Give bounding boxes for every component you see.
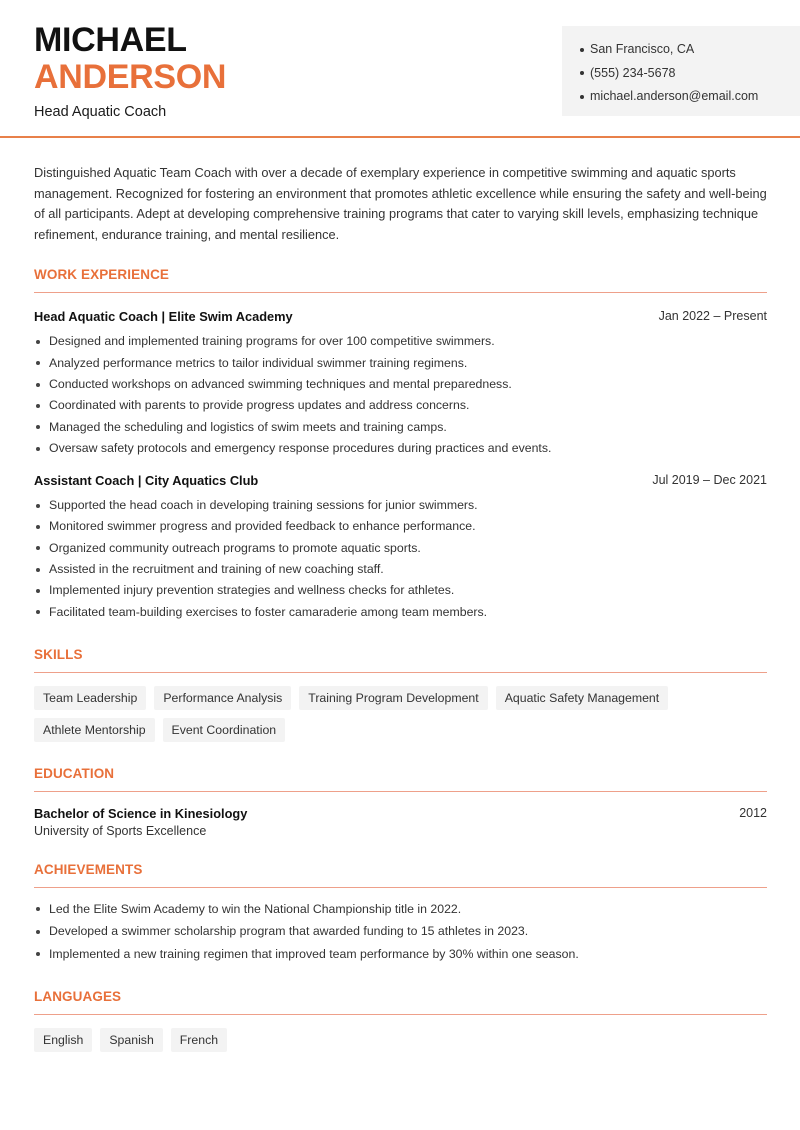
list-item xyxy=(34,395,767,416)
list-item xyxy=(34,438,767,459)
achievements-list xyxy=(34,898,767,966)
language-chip: Spanish xyxy=(100,1028,162,1052)
resume-header xyxy=(0,0,800,138)
bullet-text: Implemented injury prevention strategies and wellness checks for athletes. xyxy=(49,583,455,598)
list-item xyxy=(34,943,767,966)
bullet-icon xyxy=(36,525,40,529)
job-dates: Jan 2022 – Present xyxy=(658,309,767,324)
phone-text: (555) 234-5678 xyxy=(590,65,676,80)
summary: Distinguished Aquatic Team Coach with over a decade of exemplary experience in competitive swimming and aquatic sports management. Recognized for fostering an environment that promotes athletic excellence while ensuring the safety and well-being of all participants. Adept at developing comprehensive training programs that cater to varying skill levels, emphasizing technique refinement, endurance training, and mental resilience. xyxy=(34,165,767,242)
list-item xyxy=(34,331,767,352)
job-entry xyxy=(34,471,767,623)
job-role: Assistant Coach | City Aquatics Club xyxy=(34,472,259,488)
list-item xyxy=(34,580,767,601)
bullet-text: Oversaw safety protocols and emergency response procedures during practices and events. xyxy=(49,440,552,455)
location-text: San Francisco, CA xyxy=(590,42,695,56)
contact-location xyxy=(580,38,800,62)
list-item xyxy=(34,559,767,580)
contact-phone xyxy=(580,62,800,86)
bullet-icon xyxy=(36,425,40,429)
list-item xyxy=(34,516,767,537)
list-item xyxy=(34,495,767,516)
name-block xyxy=(34,22,226,120)
achievement-text: Implemented a new training regimen that improved team performance by 30% within one season. xyxy=(49,946,579,961)
job-bullets xyxy=(34,331,767,459)
bullet-icon xyxy=(36,568,40,572)
bullet-icon xyxy=(36,383,40,387)
bullet-icon xyxy=(36,340,40,344)
language-chip: French xyxy=(171,1028,227,1052)
job-entry xyxy=(34,307,767,459)
bullet-icon xyxy=(36,504,40,508)
bullet-text: Supported the head coach in developing training sessions for junior swimmers. xyxy=(49,498,478,513)
degree: Bachelor of Science in Kinesiology xyxy=(34,805,248,821)
section-title-skills: SKILLS xyxy=(34,647,767,673)
list-item xyxy=(34,920,767,943)
skill-chip: Performance Analysis xyxy=(154,686,291,710)
bullet-icon xyxy=(36,907,40,911)
bullet-icon xyxy=(580,48,584,52)
bullet-text: Organized community outreach programs to promote aquatic sports. xyxy=(49,540,421,555)
job-title: Head Aquatic Coach xyxy=(34,104,167,120)
section-title-work: WORK EXPERIENCE xyxy=(34,267,767,293)
bullet-icon xyxy=(36,447,40,451)
job-header xyxy=(34,471,767,489)
bullet-icon xyxy=(580,71,584,75)
list-item xyxy=(34,374,767,395)
job-header xyxy=(34,307,767,325)
achievement-text: Led the Elite Swim Academy to win the National Championship title in 2022. xyxy=(49,901,462,916)
bullet-icon xyxy=(36,404,40,408)
job-role: Head Aquatic Coach | Elite Swim Academy xyxy=(34,308,293,324)
bullet-icon xyxy=(36,930,40,934)
resume-body xyxy=(34,163,767,1052)
last-name: ANDERSON xyxy=(34,58,227,96)
languages-list xyxy=(34,1028,767,1052)
skill-chip: Team Leadership xyxy=(34,686,146,710)
bullet-icon xyxy=(36,546,40,550)
education-header xyxy=(34,806,767,821)
school: University of Sports Excellence xyxy=(34,823,207,838)
skill-chip: Training Program Development xyxy=(299,686,487,710)
bullet-icon xyxy=(36,952,40,956)
bullet-text: Assisted in the recruitment and training of new coaching staff. xyxy=(49,562,384,577)
first-name: MICHAEL xyxy=(34,21,187,59)
section-title-achievements: ACHIEVEMENTS xyxy=(34,862,767,888)
skills-list xyxy=(34,686,767,742)
bullet-text: Conducted workshops on advanced swimming techniques and mental preparedness. xyxy=(49,376,512,391)
list-item xyxy=(34,353,767,374)
section-title-education: EDUCATION xyxy=(34,766,767,792)
graduation-year: 2012 xyxy=(739,806,767,821)
skill-chip: Aquatic Safety Management xyxy=(496,686,669,710)
section-title-languages: LANGUAGES xyxy=(34,989,767,1015)
list-item xyxy=(34,898,767,921)
bullet-icon xyxy=(36,589,40,593)
list-item xyxy=(34,602,767,623)
bullet-text: Managed the scheduling and logistics of swim meets and training camps. xyxy=(49,419,447,434)
bullet-text: Monitored swimmer progress and provided feedback to enhance performance. xyxy=(49,519,476,534)
list-item xyxy=(34,417,767,438)
email-text: michael.anderson@email.com xyxy=(590,89,759,103)
bullet-icon xyxy=(36,361,40,365)
job-bullets xyxy=(34,495,767,623)
skill-chip: Event Coordination xyxy=(163,718,286,742)
bullet-text: Analyzed performance metrics to tailor individual swimmer training regimens. xyxy=(49,355,468,370)
bullet-icon xyxy=(36,610,40,614)
education-entry xyxy=(34,806,767,838)
achievement-text: Developed a swimmer scholarship program that awarded funding to 15 athletes in 2023. xyxy=(49,924,529,939)
bullet-text: Facilitated team-building exercises to foster camaraderie among team members. xyxy=(49,604,488,619)
contact-box xyxy=(562,26,800,116)
job-dates: Jul 2019 – Dec 2021 xyxy=(652,473,767,488)
bullet-text: Designed and implemented training programs for over 100 competitive swimmers. xyxy=(49,334,495,349)
bullet-text: Coordinated with parents to provide progress updates and address concerns. xyxy=(49,398,470,413)
language-chip: English xyxy=(34,1028,92,1052)
bullet-icon xyxy=(580,95,584,99)
contact-email xyxy=(580,85,800,109)
skill-chip: Athlete Mentorship xyxy=(34,718,155,742)
list-item xyxy=(34,538,767,559)
